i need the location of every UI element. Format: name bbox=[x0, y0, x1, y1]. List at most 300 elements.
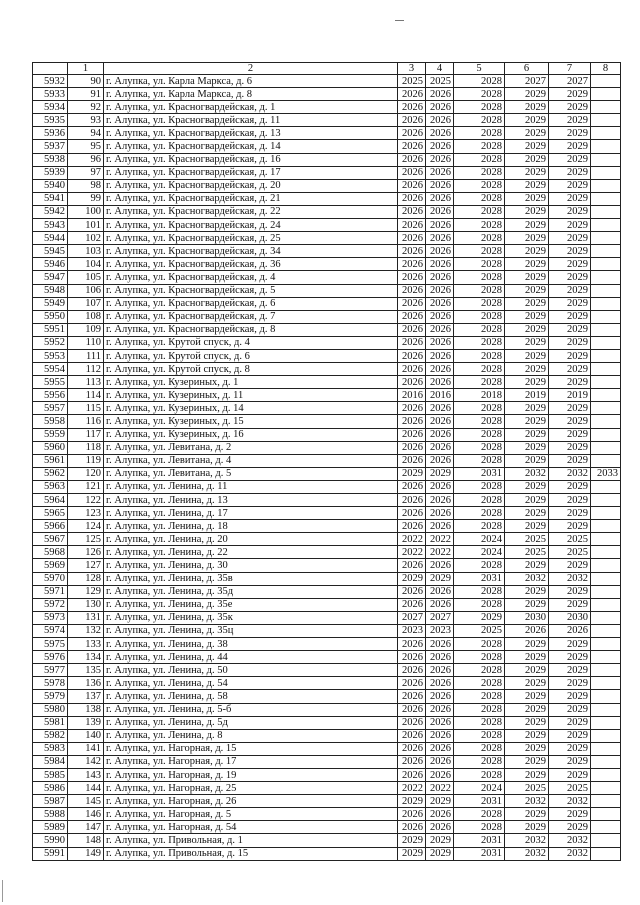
table-row bbox=[33, 454, 621, 467]
year-col-5-cell: 2028 bbox=[454, 232, 505, 245]
year-col-5-cell: 2028 bbox=[454, 402, 505, 415]
year-col-4-cell: 2026 bbox=[426, 179, 454, 192]
year-col-4-cell: 2026 bbox=[426, 768, 454, 781]
table-row bbox=[33, 755, 621, 768]
address-cell: г. Алупка, ул. Кузериных, д. 11 bbox=[104, 389, 398, 402]
year-col-5-cell: 2028 bbox=[454, 480, 505, 493]
year-col-6-cell: 2025 bbox=[505, 546, 549, 559]
year-col-5-cell: 2028 bbox=[454, 140, 505, 153]
year-col-6-cell: 2029 bbox=[505, 363, 549, 376]
address-cell: г. Алупка, ул. Левитана, д. 4 bbox=[104, 454, 398, 467]
year-col-7-cell: 2029 bbox=[549, 808, 591, 821]
row-number-cell: 5945 bbox=[33, 245, 68, 258]
year-col-3-cell: 2026 bbox=[398, 755, 426, 768]
year-col-7-cell: 2029 bbox=[549, 297, 591, 310]
year-col-6-cell: 2029 bbox=[505, 598, 549, 611]
row-number-cell: 5947 bbox=[33, 271, 68, 284]
row-number-cell: 5943 bbox=[33, 219, 68, 232]
year-col-6-cell: 2029 bbox=[505, 114, 549, 127]
year-col-7-cell: 2032 bbox=[549, 795, 591, 808]
year-col-6-cell: 2027 bbox=[505, 75, 549, 88]
year-col-4-cell: 2026 bbox=[426, 402, 454, 415]
year-col-8-cell bbox=[591, 598, 621, 611]
year-col-3-cell: 2026 bbox=[398, 742, 426, 755]
year-col-7-cell: 2029 bbox=[549, 716, 591, 729]
address-cell: г. Алупка, ул. Ленина, д. 17 bbox=[104, 507, 398, 520]
year-col-6-cell: 2029 bbox=[505, 559, 549, 572]
table-row bbox=[33, 441, 621, 454]
address-cell: г. Алупка, ул. Красногвардейская, д. 22 bbox=[104, 205, 398, 218]
item-number-cell: 148 bbox=[68, 834, 104, 847]
year-col-3-cell: 2026 bbox=[398, 585, 426, 598]
table-row bbox=[33, 598, 621, 611]
year-col-6-cell: 2029 bbox=[505, 166, 549, 179]
year-col-5-cell: 2028 bbox=[454, 716, 505, 729]
year-col-8-cell bbox=[591, 795, 621, 808]
year-col-5-cell: 2031 bbox=[454, 847, 505, 860]
year-col-6-cell: 2029 bbox=[505, 349, 549, 362]
row-number-cell: 5969 bbox=[33, 559, 68, 572]
item-number-cell: 121 bbox=[68, 480, 104, 493]
year-col-6-cell: 2029 bbox=[505, 520, 549, 533]
row-number-cell: 5963 bbox=[33, 480, 68, 493]
year-col-5-cell: 2031 bbox=[454, 467, 505, 480]
year-col-7-cell: 2025 bbox=[549, 782, 591, 795]
address-cell: г. Алупка, ул. Левитана, д. 2 bbox=[104, 441, 398, 454]
row-number-cell: 5959 bbox=[33, 428, 68, 441]
year-col-4-cell: 2026 bbox=[426, 664, 454, 677]
address-cell: г. Алупка, ул. Кузериных, д. 15 bbox=[104, 415, 398, 428]
year-col-7-cell: 2029 bbox=[549, 232, 591, 245]
year-col-8-cell bbox=[591, 690, 621, 703]
year-col-4-cell: 2029 bbox=[426, 847, 454, 860]
item-number-cell: 114 bbox=[68, 389, 104, 402]
year-col-6-cell: 2029 bbox=[505, 454, 549, 467]
year-col-5-cell: 2028 bbox=[454, 245, 505, 258]
year-col-5-cell: 2028 bbox=[454, 349, 505, 362]
year-col-3-cell: 2026 bbox=[398, 716, 426, 729]
year-col-7-cell: 2029 bbox=[549, 742, 591, 755]
year-col-4-cell: 2026 bbox=[426, 808, 454, 821]
item-number-cell: 120 bbox=[68, 467, 104, 480]
address-cell: г. Алупка, ул. Левитана, д. 5 bbox=[104, 467, 398, 480]
item-number-cell: 95 bbox=[68, 140, 104, 153]
year-col-7-cell: 2029 bbox=[549, 349, 591, 362]
year-col-3-cell: 2029 bbox=[398, 467, 426, 480]
address-cell: г. Алупка, ул. Нагорная, д. 19 bbox=[104, 768, 398, 781]
address-cell: г. Алупка, ул. Кузериных, д. 14 bbox=[104, 402, 398, 415]
year-col-6-cell: 2029 bbox=[505, 297, 549, 310]
item-number-cell: 94 bbox=[68, 127, 104, 140]
year-col-6-cell: 2029 bbox=[505, 415, 549, 428]
year-col-8-cell bbox=[591, 782, 621, 795]
year-col-7-cell: 2029 bbox=[549, 323, 591, 336]
address-cell: г. Алупка, ул. Красногвардейская, д. 36 bbox=[104, 258, 398, 271]
row-number-cell: 5948 bbox=[33, 284, 68, 297]
item-number-cell: 141 bbox=[68, 742, 104, 755]
year-col-4-cell: 2026 bbox=[426, 415, 454, 428]
address-cell: г. Алупка, ул. Ленина, д. 38 bbox=[104, 638, 398, 651]
item-number-cell: 119 bbox=[68, 454, 104, 467]
item-number-cell: 129 bbox=[68, 585, 104, 598]
address-cell: г. Алупка, ул. Красногвардейская, д. 13 bbox=[104, 127, 398, 140]
year-col-6-cell: 2030 bbox=[505, 611, 549, 624]
year-col-8-cell bbox=[591, 716, 621, 729]
row-number-cell: 5966 bbox=[33, 520, 68, 533]
table-row bbox=[33, 742, 621, 755]
year-col-4-cell: 2022 bbox=[426, 546, 454, 559]
row-number-cell: 5955 bbox=[33, 376, 68, 389]
year-col-8-cell bbox=[591, 638, 621, 651]
year-col-7-cell: 2029 bbox=[549, 494, 591, 507]
row-number-cell: 5956 bbox=[33, 389, 68, 402]
row-number-cell: 5990 bbox=[33, 834, 68, 847]
item-number-cell: 98 bbox=[68, 179, 104, 192]
year-col-5-cell: 2028 bbox=[454, 153, 505, 166]
year-col-4-cell: 2026 bbox=[426, 690, 454, 703]
year-col-8-cell: 2033 bbox=[591, 467, 621, 480]
year-col-7-cell: 2029 bbox=[549, 219, 591, 232]
row-number-cell: 5960 bbox=[33, 441, 68, 454]
year-col-8-cell bbox=[591, 75, 621, 88]
table-row bbox=[33, 533, 621, 546]
year-col-7-cell: 2029 bbox=[549, 415, 591, 428]
item-number-cell: 139 bbox=[68, 716, 104, 729]
address-cell: г. Алупка, ул. Ленина, д. 35к bbox=[104, 611, 398, 624]
address-cell: г. Алупка, ул. Красногвардейская, д. 24 bbox=[104, 219, 398, 232]
year-col-7-cell: 2029 bbox=[549, 664, 591, 677]
row-number-cell: 5975 bbox=[33, 638, 68, 651]
table-row bbox=[33, 559, 621, 572]
row-number-cell: 5968 bbox=[33, 546, 68, 559]
year-col-7-cell: 2030 bbox=[549, 611, 591, 624]
item-number-cell: 140 bbox=[68, 729, 104, 742]
year-col-8-cell bbox=[591, 808, 621, 821]
year-col-8-cell bbox=[591, 703, 621, 716]
year-col-6-cell: 2029 bbox=[505, 245, 549, 258]
year-col-7-cell: 2032 bbox=[549, 834, 591, 847]
year-col-7-cell: 2029 bbox=[549, 310, 591, 323]
year-col-8-cell bbox=[591, 677, 621, 690]
item-number-cell: 99 bbox=[68, 192, 104, 205]
year-col-5-cell: 2028 bbox=[454, 428, 505, 441]
year-col-5-cell: 2028 bbox=[454, 742, 505, 755]
year-col-7-cell: 2029 bbox=[549, 768, 591, 781]
year-col-6-cell: 2029 bbox=[505, 428, 549, 441]
year-col-3-cell: 2022 bbox=[398, 546, 426, 559]
year-col-7-cell: 2029 bbox=[549, 755, 591, 768]
row-number-cell: 5949 bbox=[33, 297, 68, 310]
year-col-6-cell: 2029 bbox=[505, 585, 549, 598]
table-row bbox=[33, 611, 621, 624]
item-number-cell: 123 bbox=[68, 507, 104, 520]
row-number-cell: 5989 bbox=[33, 821, 68, 834]
year-col-4-cell: 2016 bbox=[426, 389, 454, 402]
table-row bbox=[33, 127, 621, 140]
year-col-5-cell: 2028 bbox=[454, 376, 505, 389]
item-number-cell: 110 bbox=[68, 336, 104, 349]
item-number-cell: 92 bbox=[68, 101, 104, 114]
address-cell: г. Алупка, ул. Красногвардейская, д. 6 bbox=[104, 297, 398, 310]
item-number-cell: 146 bbox=[68, 808, 104, 821]
table-row bbox=[33, 507, 621, 520]
year-col-6-cell: 2029 bbox=[505, 664, 549, 677]
year-col-8-cell bbox=[591, 166, 621, 179]
year-col-7-cell: 2029 bbox=[549, 140, 591, 153]
year-col-7-cell: 2029 bbox=[549, 441, 591, 454]
year-col-8-cell bbox=[591, 297, 621, 310]
year-col-4-cell: 2026 bbox=[426, 755, 454, 768]
row-number-cell: 5944 bbox=[33, 232, 68, 245]
year-col-7-cell: 2032 bbox=[549, 572, 591, 585]
year-col-8-cell bbox=[591, 271, 621, 284]
year-col-8-cell bbox=[591, 441, 621, 454]
year-col-7-cell: 2029 bbox=[549, 520, 591, 533]
address-cell: г. Алупка, ул. Ленина, д. 35в bbox=[104, 572, 398, 585]
year-col-7-cell: 2029 bbox=[549, 598, 591, 611]
year-col-7-cell: 2029 bbox=[549, 88, 591, 101]
year-col-3-cell: 2027 bbox=[398, 611, 426, 624]
year-col-5-cell: 2028 bbox=[454, 114, 505, 127]
row-number-cell: 5934 bbox=[33, 101, 68, 114]
year-col-4-cell: 2026 bbox=[426, 598, 454, 611]
row-number-cell: 5977 bbox=[33, 664, 68, 677]
address-cell: г. Алупка, ул. Карла Маркса, д. 6 bbox=[104, 75, 398, 88]
year-col-8-cell bbox=[591, 611, 621, 624]
year-col-4-cell: 2026 bbox=[426, 454, 454, 467]
year-col-6-cell: 2029 bbox=[505, 336, 549, 349]
year-col-8-cell bbox=[591, 454, 621, 467]
year-col-5-cell: 2028 bbox=[454, 454, 505, 467]
year-col-4-cell: 2026 bbox=[426, 166, 454, 179]
year-col-6-cell: 2029 bbox=[505, 507, 549, 520]
year-col-8-cell bbox=[591, 533, 621, 546]
year-col-8-cell bbox=[591, 323, 621, 336]
year-col-3-cell: 2026 bbox=[398, 821, 426, 834]
year-col-5-cell: 2028 bbox=[454, 651, 505, 664]
row-number-cell: 5972 bbox=[33, 598, 68, 611]
address-cell: г. Алупка, ул. Нагорная, д. 17 bbox=[104, 755, 398, 768]
item-number-cell: 127 bbox=[68, 559, 104, 572]
year-col-5-cell: 2028 bbox=[454, 310, 505, 323]
table-row bbox=[33, 690, 621, 703]
year-col-4-cell: 2026 bbox=[426, 428, 454, 441]
column-header-4: 4 bbox=[426, 63, 454, 75]
table-row bbox=[33, 782, 621, 795]
item-number-cell: 104 bbox=[68, 258, 104, 271]
year-col-5-cell: 2025 bbox=[454, 624, 505, 637]
year-col-5-cell: 2028 bbox=[454, 768, 505, 781]
year-col-8-cell bbox=[591, 284, 621, 297]
year-col-5-cell: 2028 bbox=[454, 179, 505, 192]
year-col-4-cell: 2026 bbox=[426, 651, 454, 664]
item-number-cell: 102 bbox=[68, 232, 104, 245]
row-number-cell: 5958 bbox=[33, 415, 68, 428]
year-col-3-cell: 2026 bbox=[398, 192, 426, 205]
year-col-6-cell: 2029 bbox=[505, 808, 549, 821]
table-row bbox=[33, 363, 621, 376]
year-col-7-cell: 2029 bbox=[549, 127, 591, 140]
year-col-7-cell: 2029 bbox=[549, 729, 591, 742]
year-col-4-cell: 2027 bbox=[426, 611, 454, 624]
row-number-cell: 5940 bbox=[33, 179, 68, 192]
year-col-4-cell: 2026 bbox=[426, 284, 454, 297]
table-row bbox=[33, 716, 621, 729]
table-row bbox=[33, 480, 621, 493]
table-row bbox=[33, 703, 621, 716]
row-number-cell: 5933 bbox=[33, 88, 68, 101]
row-number-cell: 5971 bbox=[33, 585, 68, 598]
item-number-cell: 101 bbox=[68, 219, 104, 232]
year-col-6-cell: 2029 bbox=[505, 101, 549, 114]
year-col-5-cell: 2028 bbox=[454, 415, 505, 428]
year-col-8-cell bbox=[591, 821, 621, 834]
scan-edge-mark bbox=[2, 880, 3, 902]
year-col-3-cell: 2029 bbox=[398, 834, 426, 847]
year-col-4-cell: 2026 bbox=[426, 363, 454, 376]
row-number-cell: 5939 bbox=[33, 166, 68, 179]
column-header-0 bbox=[33, 63, 68, 75]
year-col-4-cell: 2026 bbox=[426, 140, 454, 153]
table-row bbox=[33, 336, 621, 349]
year-col-4-cell: 2026 bbox=[426, 677, 454, 690]
address-cell: г. Алупка, ул. Ленина, д. 44 bbox=[104, 651, 398, 664]
row-number-cell: 5965 bbox=[33, 507, 68, 520]
year-col-4-cell: 2026 bbox=[426, 232, 454, 245]
year-col-4-cell: 2026 bbox=[426, 271, 454, 284]
year-col-6-cell: 2029 bbox=[505, 258, 549, 271]
year-col-4-cell: 2026 bbox=[426, 245, 454, 258]
item-number-cell: 118 bbox=[68, 441, 104, 454]
year-col-3-cell: 2026 bbox=[398, 363, 426, 376]
address-cell: г. Алупка, ул. Ленина, д. 11 bbox=[104, 480, 398, 493]
year-col-3-cell: 2026 bbox=[398, 88, 426, 101]
year-col-3-cell: 2026 bbox=[398, 258, 426, 271]
year-col-7-cell: 2029 bbox=[549, 179, 591, 192]
year-col-4-cell: 2026 bbox=[426, 349, 454, 362]
year-col-4-cell: 2026 bbox=[426, 559, 454, 572]
table-row bbox=[33, 88, 621, 101]
year-col-4-cell: 2026 bbox=[426, 127, 454, 140]
year-col-3-cell: 2029 bbox=[398, 572, 426, 585]
year-col-3-cell: 2026 bbox=[398, 507, 426, 520]
scan-dash-mark bbox=[395, 20, 404, 21]
address-cell: г. Алупка, ул. Красногвардейская, д. 14 bbox=[104, 140, 398, 153]
row-number-cell: 5974 bbox=[33, 624, 68, 637]
item-number-cell: 130 bbox=[68, 598, 104, 611]
address-cell: г. Алупка, ул. Красногвардейская, д. 8 bbox=[104, 323, 398, 336]
year-col-5-cell: 2024 bbox=[454, 546, 505, 559]
row-number-cell: 5942 bbox=[33, 205, 68, 218]
item-number-cell: 111 bbox=[68, 349, 104, 362]
year-col-3-cell: 2026 bbox=[398, 598, 426, 611]
year-col-3-cell: 2026 bbox=[398, 349, 426, 362]
address-cell: г. Алупка, ул. Ленина, д. 5-б bbox=[104, 703, 398, 716]
year-col-4-cell: 2029 bbox=[426, 467, 454, 480]
address-cell: г. Алупка, ул. Красногвардейская, д. 1 bbox=[104, 101, 398, 114]
year-col-5-cell: 2024 bbox=[454, 782, 505, 795]
address-cell: г. Алупка, ул. Ленина, д. 20 bbox=[104, 533, 398, 546]
year-col-4-cell: 2026 bbox=[426, 101, 454, 114]
address-cell: г. Алупка, ул. Красногвардейская, д. 20 bbox=[104, 179, 398, 192]
year-col-8-cell bbox=[591, 507, 621, 520]
year-col-7-cell: 2027 bbox=[549, 75, 591, 88]
address-cell: г. Алупка, ул. Ленина, д. 54 bbox=[104, 677, 398, 690]
year-col-5-cell: 2028 bbox=[454, 441, 505, 454]
year-col-8-cell bbox=[591, 140, 621, 153]
year-col-7-cell: 2019 bbox=[549, 389, 591, 402]
year-col-5-cell: 2028 bbox=[454, 559, 505, 572]
year-col-3-cell: 2026 bbox=[398, 768, 426, 781]
year-col-4-cell: 2026 bbox=[426, 192, 454, 205]
year-col-5-cell: 2028 bbox=[454, 507, 505, 520]
item-number-cell: 108 bbox=[68, 310, 104, 323]
year-col-4-cell: 2029 bbox=[426, 834, 454, 847]
year-col-7-cell: 2029 bbox=[549, 585, 591, 598]
row-number-cell: 5987 bbox=[33, 795, 68, 808]
year-col-3-cell: 2026 bbox=[398, 114, 426, 127]
year-col-4-cell: 2025 bbox=[426, 75, 454, 88]
address-cell: г. Алупка, ул. Ленина, д. 50 bbox=[104, 664, 398, 677]
item-number-cell: 96 bbox=[68, 153, 104, 166]
year-col-5-cell: 2029 bbox=[454, 611, 505, 624]
year-col-3-cell: 2026 bbox=[398, 127, 426, 140]
row-number-cell: 5991 bbox=[33, 847, 68, 860]
year-col-8-cell bbox=[591, 363, 621, 376]
row-number-cell: 5964 bbox=[33, 494, 68, 507]
table-row bbox=[33, 271, 621, 284]
year-col-3-cell: 2026 bbox=[398, 729, 426, 742]
year-col-7-cell: 2029 bbox=[549, 454, 591, 467]
year-col-5-cell: 2028 bbox=[454, 494, 505, 507]
year-col-5-cell: 2028 bbox=[454, 638, 505, 651]
item-number-cell: 116 bbox=[68, 415, 104, 428]
year-col-7-cell: 2029 bbox=[549, 271, 591, 284]
year-col-3-cell: 2029 bbox=[398, 795, 426, 808]
year-col-4-cell: 2029 bbox=[426, 795, 454, 808]
year-col-6-cell: 2029 bbox=[505, 703, 549, 716]
year-col-7-cell: 2029 bbox=[549, 821, 591, 834]
year-col-4-cell: 2026 bbox=[426, 205, 454, 218]
year-col-7-cell: 2032 bbox=[549, 467, 591, 480]
address-cell: г. Алупка, ул. Ленина, д. 35д bbox=[104, 585, 398, 598]
year-col-6-cell: 2029 bbox=[505, 88, 549, 101]
year-col-5-cell: 2028 bbox=[454, 808, 505, 821]
table-row bbox=[33, 114, 621, 127]
table-row bbox=[33, 192, 621, 205]
row-number-cell: 5937 bbox=[33, 140, 68, 153]
address-cell: г. Алупка, ул. Крутой спуск, д. 4 bbox=[104, 336, 398, 349]
year-col-8-cell bbox=[591, 232, 621, 245]
column-header-1: 1 bbox=[68, 63, 104, 75]
year-col-4-cell: 2023 bbox=[426, 624, 454, 637]
year-col-3-cell: 2026 bbox=[398, 219, 426, 232]
year-col-3-cell: 2029 bbox=[398, 847, 426, 860]
year-col-5-cell: 2028 bbox=[454, 336, 505, 349]
item-number-cell: 91 bbox=[68, 88, 104, 101]
year-col-6-cell: 2029 bbox=[505, 690, 549, 703]
table-row bbox=[33, 494, 621, 507]
year-col-4-cell: 2026 bbox=[426, 88, 454, 101]
year-col-8-cell bbox=[591, 205, 621, 218]
address-cell: г. Алупка, ул. Красногвардейская, д. 11 bbox=[104, 114, 398, 127]
year-col-3-cell: 2026 bbox=[398, 245, 426, 258]
item-number-cell: 132 bbox=[68, 624, 104, 637]
year-col-6-cell: 2032 bbox=[505, 572, 549, 585]
item-number-cell: 115 bbox=[68, 402, 104, 415]
year-col-5-cell: 2028 bbox=[454, 127, 505, 140]
year-col-3-cell: 2026 bbox=[398, 179, 426, 192]
